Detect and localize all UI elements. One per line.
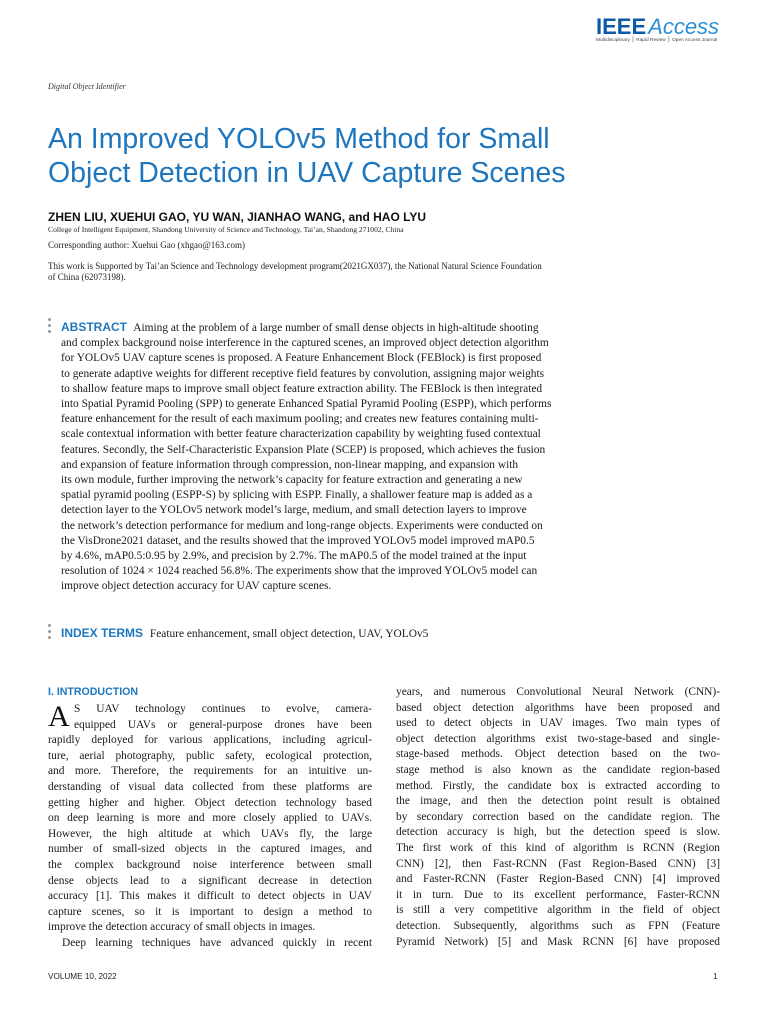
funding-line: of China (62073198). bbox=[48, 272, 126, 282]
body-line: detection. Subsequently, algorithms such as FPN (Feature bbox=[396, 919, 720, 932]
corresponding-author: Corresponding author: Xuehui Gao (xhgao@163.com) bbox=[48, 240, 245, 250]
abstract-line: detection layer to the YOLOv5 network model’s large, medium, and small detection layers to improve bbox=[61, 504, 527, 517]
body-line: However, the high altitude at which UAVs fly, the large bbox=[48, 827, 372, 840]
body-line: years, and numerous Convolutional Neural Network (CNN)- bbox=[396, 686, 720, 698]
abstract-line: the VisDrone2021 dataset, and the results showed that the improved YOLOv5 model improved mAP0.5 bbox=[61, 534, 535, 547]
body-line: dense objects lead to a significant decrease in detection bbox=[48, 874, 372, 887]
body-line: rapidly deployed for various applications, including agricul- bbox=[48, 734, 372, 747]
abstract-line: by 4.6%, mAP0.5:0.95 by 2.9%, and precision by 2.7%. The mAP0.5 of the model trained at the input bbox=[61, 550, 527, 563]
body-line: object detection algorithms exist two-stage-based and single- bbox=[396, 732, 720, 745]
abstract-heading: ABSTRACT bbox=[61, 320, 127, 334]
abstract-line: for YOLOv5 UAV capture scenes is proposed. A Feature Enhancement Block (FEBlock) is first proposed bbox=[61, 352, 542, 365]
body-line: and more. Therefore, the requirements for an intuitive un- bbox=[48, 765, 372, 778]
body-line: stage-based methods. Object detection based on the two- bbox=[396, 748, 720, 761]
title-line: An Improved YOLOv5 Method for Small bbox=[48, 123, 550, 155]
body-line: on deep learning is more and more closely applied to UAVs. bbox=[48, 812, 372, 825]
abstract-line: to shallow feature maps to improve small object feature extraction ability. The FEBlock is then integrated bbox=[61, 382, 543, 395]
body-line: getting higher and higher. Object detection technology based bbox=[48, 796, 372, 809]
body-line: based object detection algorithms have been proposed and bbox=[396, 701, 720, 714]
index-terms-heading: INDEX TERMS bbox=[61, 626, 144, 640]
body-line: Deep learning techniques have advanced quickly in recent bbox=[62, 936, 372, 949]
logo-ieee-text: IEEE bbox=[596, 14, 647, 39]
body-line: accuracy [1]. This makes it difficult to detect objects in UAV bbox=[48, 890, 372, 903]
doi-label: Digital Object Identifier bbox=[48, 82, 126, 91]
abstract-line: and complex background noise interference in the captured scenes, an improved object detection algorithm bbox=[61, 337, 549, 350]
footer-page-number: 1 bbox=[713, 972, 718, 981]
abstract-line: feature enhancement for the result of each maximum pooling; and creates new features containing multi- bbox=[61, 413, 539, 426]
abstract-line: into Spatial Pyramid Pooling (SPP) to generate Enhanced Spatial Pyramid Pooling (ESPP), which performs bbox=[61, 398, 552, 411]
body-line: and Faster-RCNN (Faster Region-Based CNN) [4] improved bbox=[396, 873, 720, 886]
affiliation: College of Intelligent Equipment, Shandong University of Science and Technology, Tai’an, Shandong 271002, China bbox=[48, 225, 404, 234]
body-line: by secondary correction based on the candidate region. The bbox=[396, 810, 720, 823]
author-list: ZHEN LIU, XUEHUI GAO, YU WAN, JIANHAO WANG, and HAO LYU bbox=[48, 210, 427, 224]
body-line: the image, and then the detection point result is obtained bbox=[396, 795, 720, 808]
abstract-line: spatial pyramid pooling (ESPP-S) by splicing with ESPP. Finally, a shallower feature map is added as a bbox=[61, 489, 533, 502]
body-line: the complex background noise interference between small bbox=[48, 858, 372, 871]
journal-logo bbox=[596, 14, 718, 48]
footer-volume: VOLUME 10, 2022 bbox=[48, 972, 117, 981]
abstract-line: improve object detection accuracy for UAV capture scenes. bbox=[61, 580, 332, 593]
body-line: it in turn. Due to its excellent performance, Faster-RCNN bbox=[396, 888, 720, 901]
body-line: CNN) [2], then Fast-RCNN (Fast Region-Based CNN) [3] bbox=[396, 857, 720, 870]
body-line: Pyramid Network) [5] and Mask RCNN [6] have proposed bbox=[396, 935, 720, 948]
abstract-dots-icon bbox=[48, 318, 51, 336]
paper-title bbox=[48, 122, 668, 190]
body-line: derstanding of visual data collected from these platforms are bbox=[48, 780, 372, 793]
body-line: ture, aerial photography, public safety, ecological protection, bbox=[48, 749, 372, 762]
abstract-line: the network’s detection performance for medium and long-range objects. Experiments were conducted on bbox=[61, 519, 543, 532]
index-terms bbox=[61, 626, 428, 640]
abstract-block bbox=[61, 320, 631, 595]
abstract-line: and expansion of feature information through compression, non-linear mapping, and expansion with bbox=[61, 458, 519, 471]
logo-access-text: Access bbox=[648, 14, 720, 39]
index-terms-text: Feature enhancement, small object detection, UAV, YOLOv5 bbox=[149, 628, 429, 640]
abstract-line: features. Secondly, the Self-Characteristic Expansion Plate (SCEP) is proposed, which achieves the fusion bbox=[61, 443, 546, 456]
body-line: improve the detection accuracy of small objects in images. bbox=[48, 921, 316, 934]
body-line: is still a very competitive algorithm in the field of object bbox=[396, 904, 720, 917]
logo-tagline: Multidisciplinary ⎪ Rapid Review ⎪ Open Access Journal bbox=[596, 38, 718, 43]
body-column-left bbox=[48, 702, 372, 952]
abstract-line: resolution of 1024 × 1024 reached 56.8%. The experiments show that the improved YOLOv5 model can bbox=[61, 565, 538, 578]
drop-cap: A bbox=[48, 700, 70, 733]
body-line: stage method is also known as the candidate region-based bbox=[396, 763, 720, 776]
abstract-line: its own module, further improving the network’s capacity for feature extraction and generating a new bbox=[61, 474, 523, 487]
funding-note bbox=[48, 261, 638, 283]
funding-line: This work is Supported by Tai’an Science and Technology development program(2021GX037), the National Natural Science Foundation bbox=[48, 261, 542, 271]
body-line: detection accuracy is high, but the detection speed is slow. bbox=[396, 826, 720, 839]
abstract-line: scale contextual information with better feature characterization capability by weighting fused contextual bbox=[61, 428, 541, 441]
section-heading-introduction: I. INTRODUCTION bbox=[48, 686, 139, 698]
body-line: capture scenes, so it is important to design a method to bbox=[48, 905, 372, 918]
body-line: method. Firstly, the candidate box is extracted according to bbox=[396, 779, 720, 792]
body-line: number of small-sized objects in the captured images, and bbox=[48, 843, 372, 856]
index-terms-dots-icon bbox=[48, 624, 51, 642]
body-line: used to detect objects in UAV images. Two main types of bbox=[396, 717, 720, 730]
abstract-line: Aiming at the problem of a large number of small dense objects in high-altitude shooting bbox=[133, 322, 539, 334]
body-column-right bbox=[396, 685, 720, 950]
title-line: Object Detection in UAV Capture Scenes bbox=[48, 157, 566, 189]
body-line: equipped UAVs or general-purpose drones have been bbox=[74, 718, 372, 731]
abstract-line: to generate adaptive weights for different receptive field features by convolution, assigning major weights bbox=[61, 367, 545, 380]
body-line: The first work of this kind of algorithm is RCNN (Region bbox=[396, 841, 720, 854]
body-line: S UAV technology continues to evolve, camera- bbox=[74, 703, 372, 715]
